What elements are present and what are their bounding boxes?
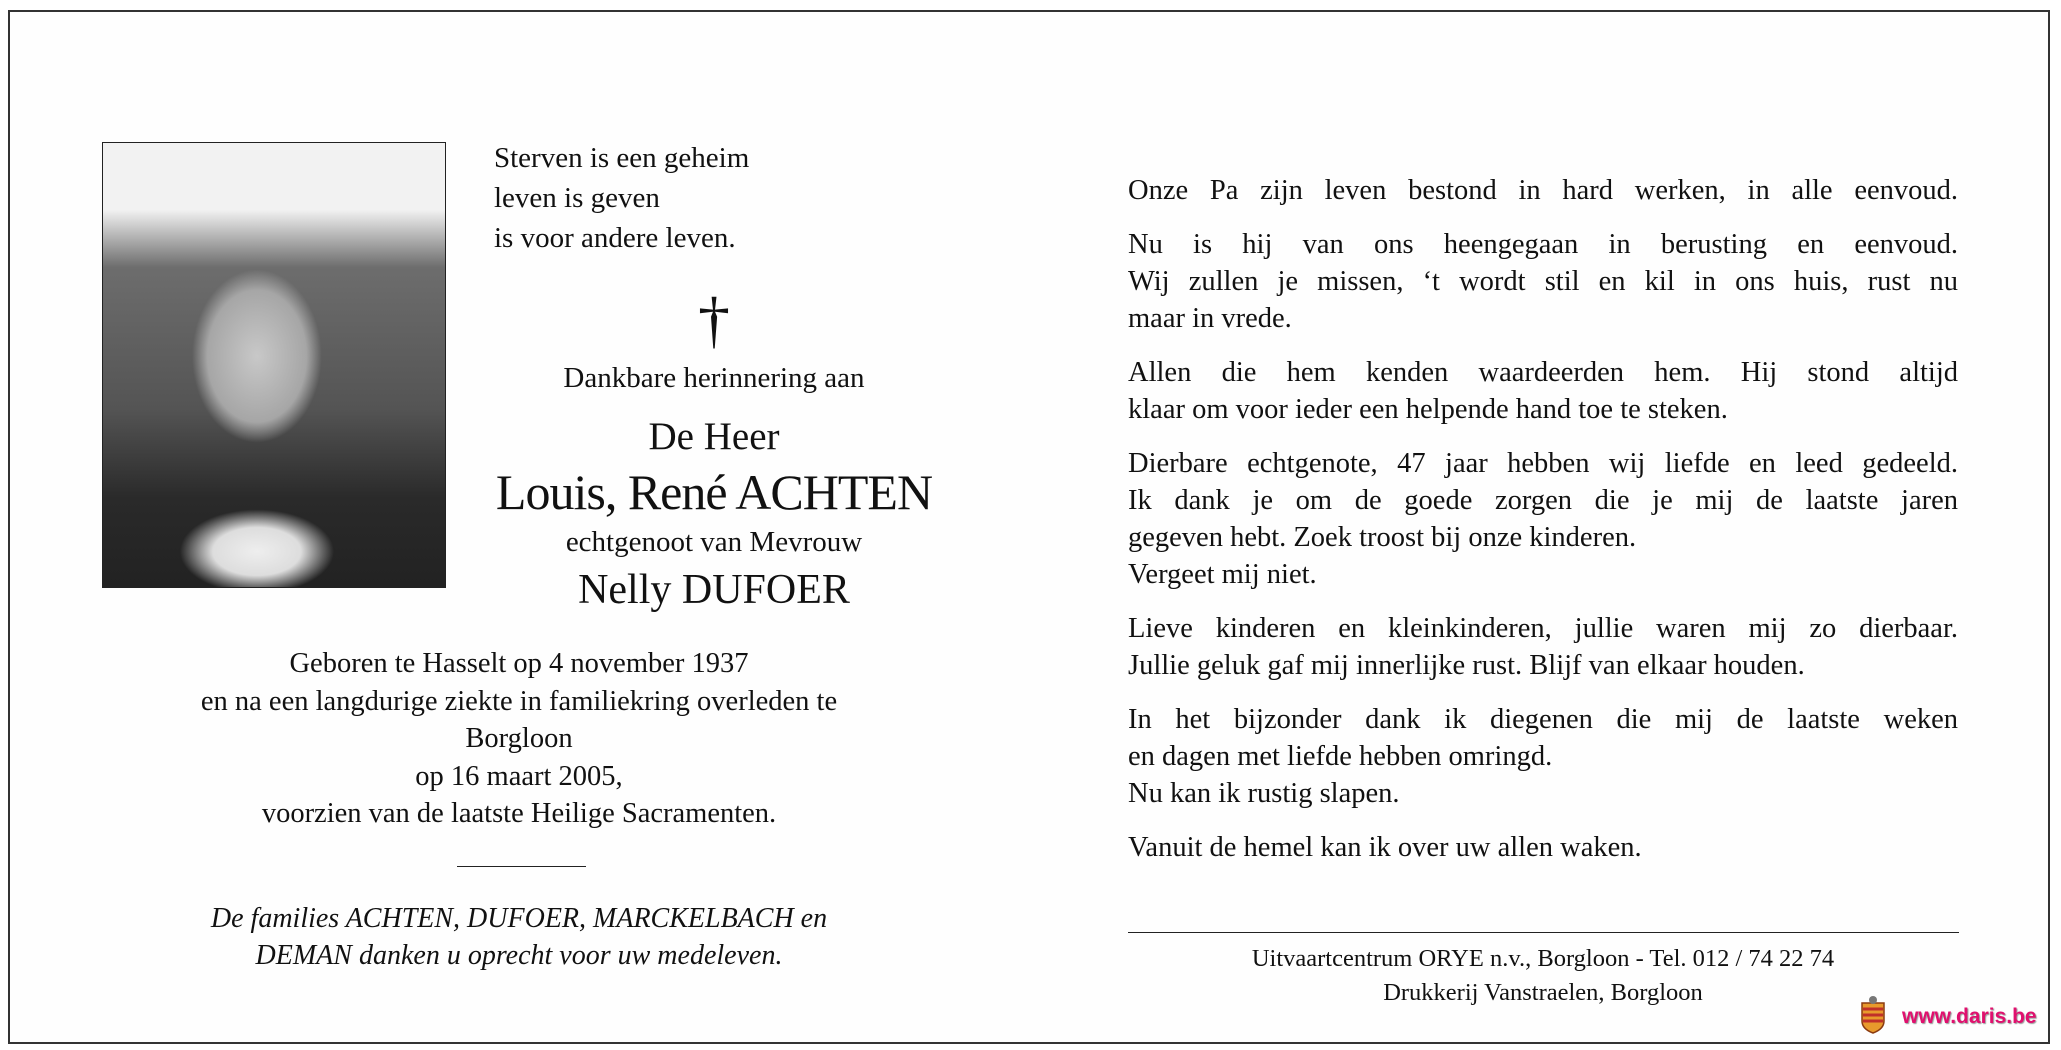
- poem-line: leven is geven: [494, 182, 660, 214]
- paragraph: [1128, 445, 1958, 593]
- family-thanks: [119, 900, 919, 974]
- text-line: Onze Pa zijn leven bestond in hard werken, in alle eenvoud.: [1128, 175, 1958, 206]
- text-line: klaar om voor ieder een helpende hand toe te steken.: [1128, 394, 1728, 425]
- funeral-home: Uitvaartcentrum ORYE n.v., Borgloon - Tel. 012 / 74 22 74: [1251, 945, 1835, 972]
- text-line: In het bijzonder dank ik diegenen die mij de laatste weken: [1128, 704, 1958, 735]
- spouse-intro: echtgenoot van Mevrouw: [565, 526, 863, 558]
- text-line: en dagen met liefde hebben omringd.: [1128, 741, 1553, 772]
- deceased-name: Louis, René ACHTEN: [495, 464, 933, 520]
- biography-line: Borgloon: [465, 723, 573, 754]
- watermark-link[interactable]: www.daris.be: [1902, 1005, 2037, 1028]
- cross-icon: †: [698, 284, 730, 355]
- spouse-name: Nelly DUFOER: [578, 567, 850, 613]
- paragraph: [1128, 610, 1958, 684]
- biography: [119, 645, 919, 833]
- footer: [1143, 942, 1943, 1010]
- memorial-text: [1128, 172, 1958, 883]
- text-line: Wij zullen je missen, ‘t wordt stil en kil in ons huis, rust nu: [1128, 266, 1958, 297]
- text-line: gegeven hebt. Zoek troost bij onze kinderen.: [1128, 522, 1637, 553]
- coat-of-arms-icon: [1858, 995, 1888, 1035]
- text-line: Ik dank je om de goede zorgen die je mij de laatste jaren: [1128, 485, 1958, 516]
- poem-line: Sterven is een geheim: [494, 142, 750, 174]
- text-line: Jullie geluk gaf mij innerlijke rust. Blijf van elkaar houden.: [1128, 650, 1805, 681]
- biography-line: op 16 maart 2005,: [415, 760, 623, 792]
- text-line: Nu is hij van ons heengegaan in berusting en eenvoud.: [1128, 229, 1958, 260]
- paragraph: [1128, 172, 1958, 209]
- poem: [494, 138, 749, 258]
- text-line: Allen die hem kenden waardeerden hem. Hij stond altijd: [1128, 357, 1958, 388]
- title: De Heer: [648, 415, 780, 458]
- paragraph: [1128, 829, 1958, 866]
- text-line: maar in vrede.: [1128, 303, 1292, 334]
- printer: Drukkerij Vanstraelen, Borgloon: [1383, 979, 1703, 1006]
- footer-divider: [1128, 932, 1959, 933]
- text-line: Dierbare echtgenote, 47 jaar hebben wij liefde en leed gedeeld.: [1128, 448, 1958, 479]
- text-line: Vergeet mij niet.: [1128, 559, 1317, 590]
- remembrance-heading: Dankbare herinnering aan: [563, 362, 865, 394]
- thanks-line: DEMAN danken u oprecht voor uw medeleven.: [255, 940, 783, 971]
- text-line: Nu kan ik rustig slapen.: [1128, 778, 1400, 809]
- thanks-line: De families ACHTEN, DUFOER, MARCKELBACH en: [210, 903, 828, 934]
- poem-line: is voor andere leven.: [494, 222, 736, 254]
- paragraph: [1128, 701, 1958, 812]
- biography-line: Geboren te Hasselt op 4 november 1937: [289, 648, 749, 679]
- paragraph: [1128, 226, 1958, 337]
- biography-line: en na een langdurige ziekte in familiekring overleden te: [200, 685, 838, 717]
- text-line: Vanuit de hemel kan ik over uw allen waken.: [1128, 832, 1642, 863]
- text-line: Lieve kinderen en kleinkinderen, jullie waren mij zo dierbaar.: [1128, 613, 1958, 644]
- divider: [457, 866, 586, 867]
- biography-line: voorzien van de laatste Heilige Sacramenten.: [261, 798, 777, 829]
- paragraph: [1128, 354, 1958, 428]
- portrait-photo: [102, 142, 446, 588]
